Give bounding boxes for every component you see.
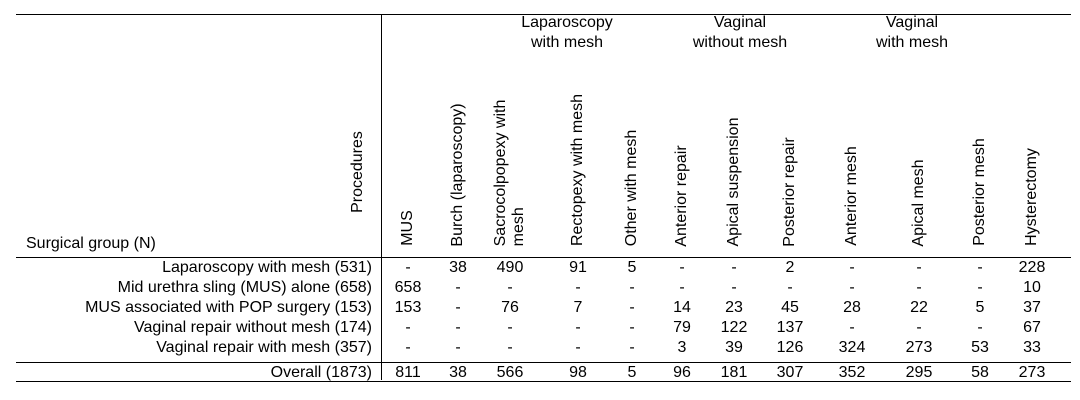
table-cell: 79 bbox=[673, 319, 691, 336]
table-cell: 23 bbox=[725, 299, 743, 316]
row-label: Mid urethra sling (MUS) alone (658) bbox=[117, 279, 372, 296]
column-header-line: Posterior repair bbox=[781, 136, 798, 247]
column-header-line: Anterior mesh bbox=[843, 146, 860, 246]
table-cell: - bbox=[507, 339, 513, 356]
table-cell: 5 bbox=[627, 259, 637, 276]
table-cell: - bbox=[629, 319, 635, 336]
table-cell: 53 bbox=[971, 339, 989, 356]
column-group-header: with mesh bbox=[875, 34, 949, 51]
table-cell: 38 bbox=[449, 259, 467, 276]
table-cell: 67 bbox=[1023, 319, 1041, 336]
column-header bbox=[569, 94, 587, 246]
column-header-line: Apical suspension bbox=[725, 117, 742, 246]
column-header bbox=[843, 146, 861, 246]
column-header bbox=[910, 159, 928, 246]
table-cell: - bbox=[849, 279, 855, 296]
column-header-line: mesh bbox=[510, 206, 527, 246]
table-cell: - bbox=[575, 319, 581, 336]
table-cell: 307 bbox=[776, 364, 804, 381]
row-label: Laparoscopy with mesh (531) bbox=[162, 259, 372, 276]
table-cell: 228 bbox=[1018, 259, 1046, 276]
table-cell: 295 bbox=[905, 364, 933, 381]
table-cell: - bbox=[916, 319, 922, 336]
table-cell: 38 bbox=[449, 364, 467, 381]
table-cell: 5 bbox=[975, 299, 985, 316]
row-label: MUS associated with POP surgery (153) bbox=[85, 299, 372, 316]
header-rule bbox=[16, 257, 1071, 258]
table-cell: - bbox=[849, 319, 855, 336]
table-cell: 2 bbox=[785, 259, 795, 276]
table-cell: 7 bbox=[573, 299, 583, 316]
table-cell: 5 bbox=[627, 364, 637, 381]
table-cell: 566 bbox=[496, 364, 524, 381]
table-cell: - bbox=[916, 259, 922, 276]
table-cell: 122 bbox=[720, 319, 748, 336]
table-cell: 324 bbox=[838, 339, 866, 356]
surgical-group-header: Surgical group (N) bbox=[26, 235, 156, 252]
table-cell: - bbox=[629, 299, 635, 316]
column-header bbox=[492, 99, 528, 246]
table-cell: 14 bbox=[673, 299, 691, 316]
table-cell: 658 bbox=[394, 279, 422, 296]
table-cell: - bbox=[916, 279, 922, 296]
table-cell: 22 bbox=[910, 299, 928, 316]
table-cell: 273 bbox=[905, 339, 933, 356]
table-cell: - bbox=[455, 279, 461, 296]
table-cell: - bbox=[629, 339, 635, 356]
column-header-line: Hysterectomy bbox=[1023, 148, 1040, 246]
table-cell: 96 bbox=[673, 364, 691, 381]
column-group-header: Vaginal bbox=[885, 14, 939, 31]
column-group-header: Laparoscopy bbox=[521, 14, 613, 31]
table-cell: 3 bbox=[677, 339, 687, 356]
column-header bbox=[725, 117, 743, 246]
table-cell: 181 bbox=[720, 364, 748, 381]
table-cell: 10 bbox=[1023, 279, 1041, 296]
table-cell: - bbox=[507, 319, 513, 336]
table-cell: 28 bbox=[843, 299, 861, 316]
table-cell: - bbox=[455, 339, 461, 356]
table-cell: 37 bbox=[1023, 299, 1041, 316]
table-cell: 39 bbox=[725, 339, 743, 356]
column-header bbox=[449, 103, 467, 246]
table-cell: 352 bbox=[838, 364, 866, 381]
table-cell: - bbox=[731, 279, 737, 296]
table-cell: - bbox=[507, 279, 513, 296]
table-cell: - bbox=[849, 259, 855, 276]
column-header bbox=[399, 210, 417, 246]
column-header bbox=[1023, 148, 1041, 246]
table-cell: 490 bbox=[496, 259, 524, 276]
table-cell: - bbox=[405, 339, 411, 356]
table-cell: 91 bbox=[569, 259, 587, 276]
column-header bbox=[623, 130, 641, 246]
table-cell: 98 bbox=[569, 364, 587, 381]
table-cell: - bbox=[405, 319, 411, 336]
column-header-line: MUS bbox=[399, 210, 416, 246]
column-header-line: Burch (laparoscopy) bbox=[449, 102, 466, 247]
table-cell: 58 bbox=[971, 364, 989, 381]
column-header-line: Rectopexy with mesh bbox=[569, 93, 586, 247]
row-label: Vaginal repair without mesh (174) bbox=[133, 319, 372, 336]
table-cell: - bbox=[629, 279, 635, 296]
table-cell: 153 bbox=[394, 299, 422, 316]
table-cell: - bbox=[977, 259, 983, 276]
column-header-line: Apical mesh bbox=[910, 158, 927, 247]
table-cell: - bbox=[575, 339, 581, 356]
table-cell: - bbox=[575, 279, 581, 296]
table-cell: - bbox=[679, 259, 685, 276]
column-header-line: Sacrocolpopexy with bbox=[492, 99, 509, 246]
row-label: Overall (1873) bbox=[270, 364, 372, 381]
table-cell: 811 bbox=[395, 364, 421, 381]
table-cell: 137 bbox=[776, 319, 804, 336]
column-group-header: without mesh bbox=[692, 34, 788, 51]
column-group-header: with mesh bbox=[530, 34, 604, 51]
table-cell: - bbox=[679, 279, 685, 296]
column-header bbox=[781, 137, 799, 246]
column-header-line: Other with mesh bbox=[623, 129, 640, 247]
table-cell: - bbox=[977, 279, 983, 296]
procedures-header: Procedures bbox=[349, 131, 366, 213]
table-cell: 33 bbox=[1023, 339, 1041, 356]
row-label-divider bbox=[381, 14, 382, 380]
total-rule bbox=[16, 362, 1071, 363]
table-cell: - bbox=[977, 319, 983, 336]
column-header bbox=[971, 138, 989, 246]
table-cell: - bbox=[405, 259, 411, 276]
table-cell: 45 bbox=[781, 299, 799, 316]
column-group-header: Vaginal bbox=[713, 14, 767, 31]
table-cell: - bbox=[455, 319, 461, 336]
column-header-line: Posterior mesh bbox=[971, 138, 988, 246]
table-cell: 126 bbox=[776, 339, 804, 356]
column-header-line: Anterior repair bbox=[673, 144, 690, 247]
table-cell: - bbox=[455, 299, 461, 316]
table-cell: - bbox=[787, 279, 793, 296]
table-cell: 273 bbox=[1018, 364, 1046, 381]
row-label: Vaginal repair with mesh (357) bbox=[156, 339, 372, 356]
table-cell: - bbox=[731, 259, 737, 276]
column-header bbox=[673, 145, 691, 246]
table-cell: 76 bbox=[501, 299, 519, 316]
